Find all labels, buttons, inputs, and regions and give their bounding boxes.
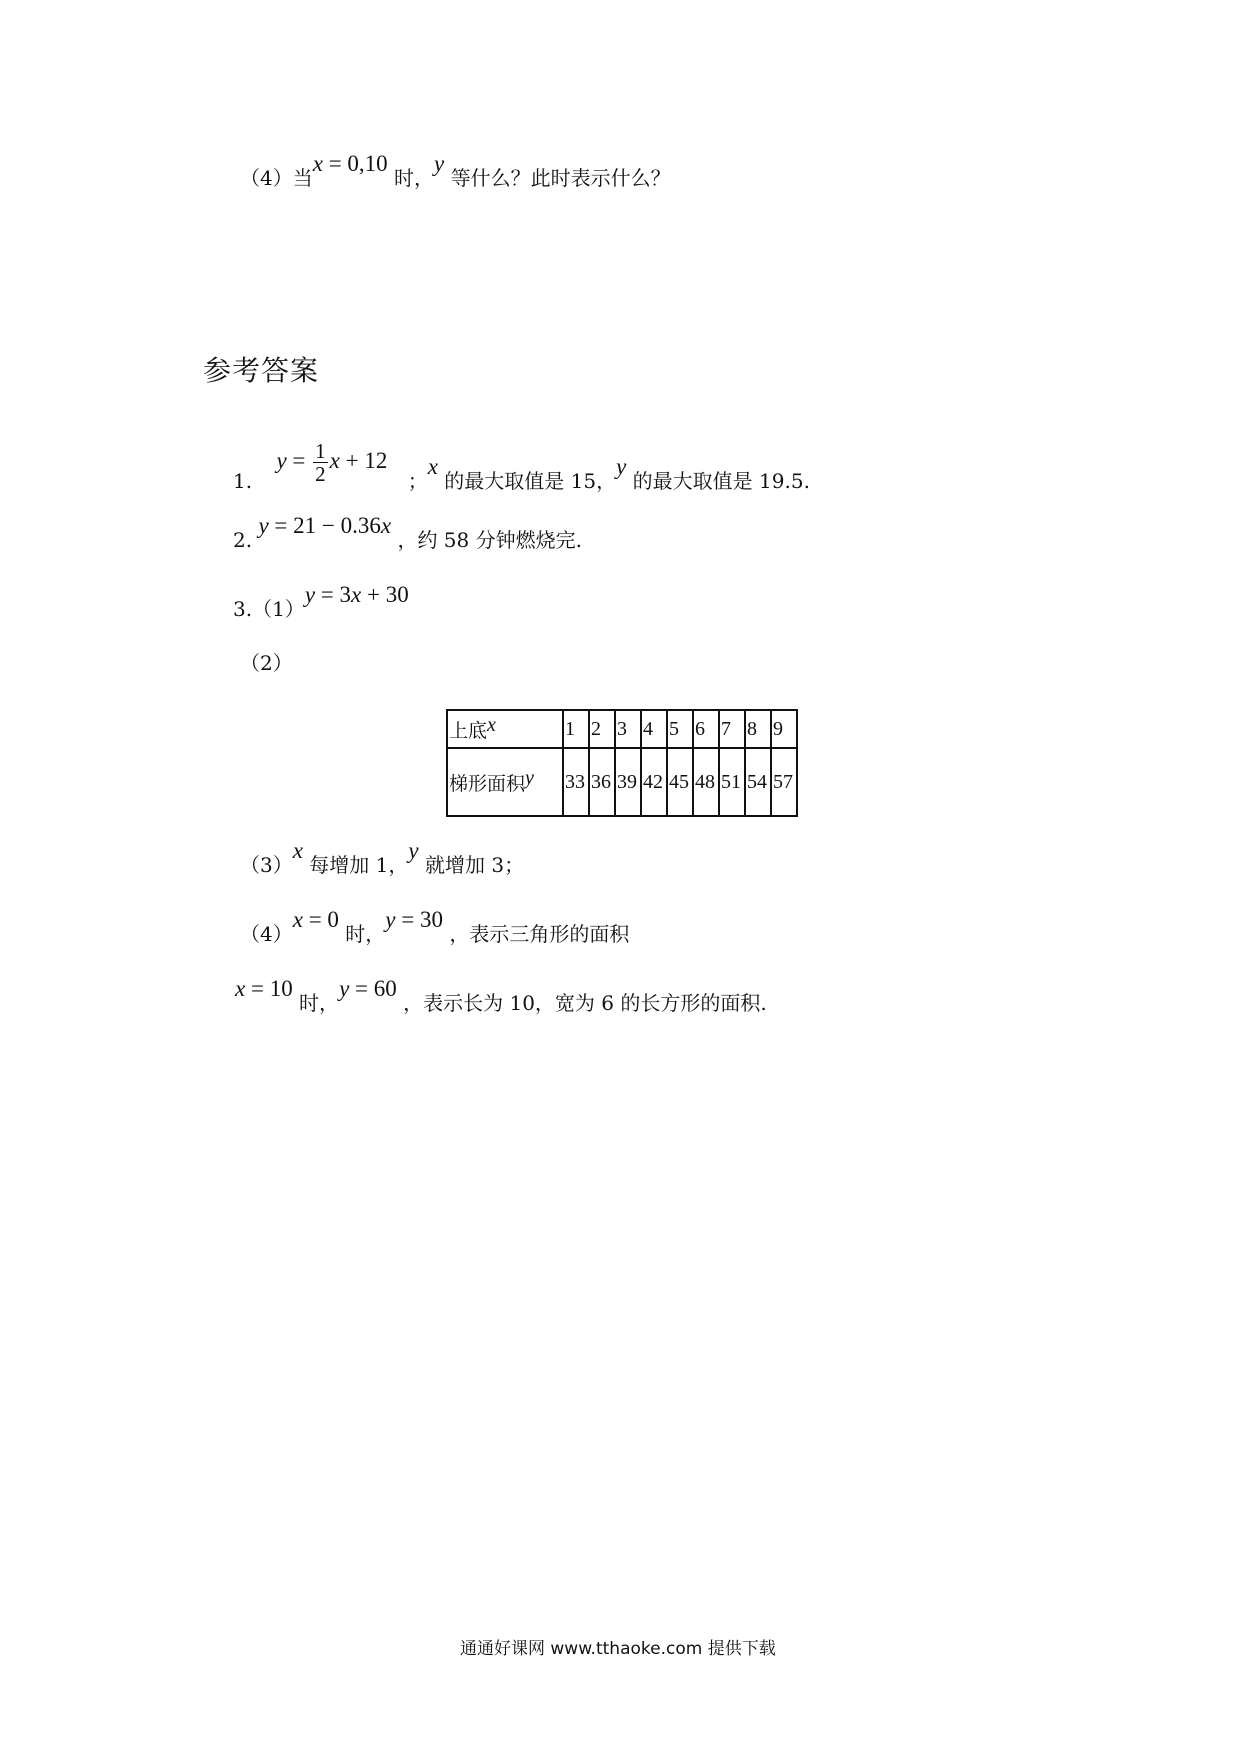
- a3-3-text1: 每增加 1，: [302, 853, 409, 877]
- footer-credit: 通通好课网 www.tthaoke.com 提供下载: [460, 1639, 776, 1659]
- table-cell: 57: [771, 748, 797, 816]
- a1-number: 1.: [233, 468, 253, 493]
- table-cell: 48: [693, 748, 719, 816]
- table-cell: 4: [641, 710, 667, 748]
- a1-fraction: $\frac{1}{2}$: [315, 439, 326, 487]
- table-row-base: [447, 710, 797, 748]
- a3-4a-number: （4）: [240, 922, 293, 946]
- question-4: [240, 151, 671, 190]
- a3-3-math-y: y: [408, 838, 419, 863]
- q4-prefix: （4）当: [240, 166, 313, 190]
- answer-3-1: [233, 582, 409, 621]
- a2-number: 2.: [233, 528, 253, 552]
- a3-4a-math-y: y = 30: [385, 907, 443, 932]
- a3-4a-text1: 时，: [338, 922, 386, 946]
- answer-3-4b: [235, 976, 767, 1015]
- row-label-base: 上底x: [447, 710, 563, 748]
- table-cell: 5: [667, 710, 693, 748]
- a3-1-number: 3.（1）: [233, 597, 305, 621]
- answer-2: [233, 513, 582, 552]
- a3-4b-text2: ，表示长为 10，宽为 6 的长方形的面积.: [396, 991, 767, 1015]
- table-cell: 2: [589, 710, 615, 748]
- table-cell: 6: [693, 710, 719, 748]
- q4-math-x: x = 0,10: [312, 151, 388, 176]
- row-label-area: 梯形面积y: [447, 748, 563, 816]
- answers-heading: 参考答案: [203, 354, 320, 387]
- q4-math-y: y: [434, 151, 445, 176]
- a1-math-x: x: [427, 453, 438, 479]
- a2-text: ，约 58 分钟燃烧完.: [391, 528, 582, 552]
- a1-text1: 的最大取值是 15，: [437, 468, 617, 493]
- table-cell: 3: [615, 710, 641, 748]
- table-cell: 7: [719, 710, 745, 748]
- a1-equation: y = $\frac{1}{2}$ x + 12: [276, 439, 388, 487]
- a3-4b-text1: 时，: [292, 991, 340, 1015]
- a3-1-equation: y = 3x + 30: [304, 582, 409, 607]
- answer-3-2-label: （2）: [240, 651, 293, 675]
- answer-3-4a: [240, 907, 630, 946]
- a1-text2: 的最大取值是 19.5.: [626, 468, 810, 493]
- table-cell: 39: [615, 748, 641, 816]
- a3-4a-math-x: x = 0: [292, 907, 339, 932]
- a3-4a-text2: ，表示三角形的面积: [443, 922, 630, 946]
- a3-3-text2: 就增加 3；: [418, 853, 525, 877]
- q4-mid: 时，: [387, 166, 435, 190]
- table-cell: 8: [745, 710, 771, 748]
- table-cell: 33: [563, 748, 589, 816]
- table-cell: 9: [771, 710, 797, 748]
- a3-4b-math-x: x = 10: [235, 976, 293, 1001]
- a2-equation: y = 21 − 0.36x: [258, 513, 392, 538]
- table-cell: 45: [667, 748, 693, 816]
- area-table: [446, 709, 798, 817]
- table-cell: 36: [589, 748, 615, 816]
- a1-math-y: y: [616, 453, 627, 479]
- a3-3-number: （3）: [240, 853, 293, 877]
- table-row-area: [447, 748, 797, 816]
- table-cell: 51: [719, 748, 745, 816]
- a1-separator: ；: [407, 468, 428, 493]
- answer-3-3: [240, 838, 525, 877]
- a3-3-math-x: x: [292, 838, 303, 863]
- q4-suffix: 等什么？此时表示什么？: [444, 166, 671, 190]
- table-cell: 54: [745, 748, 771, 816]
- table-cell: 1: [563, 710, 589, 748]
- answer-1: [233, 439, 810, 505]
- table-cell: 42: [641, 748, 667, 816]
- a3-4b-math-y: y = 60: [339, 976, 397, 1001]
